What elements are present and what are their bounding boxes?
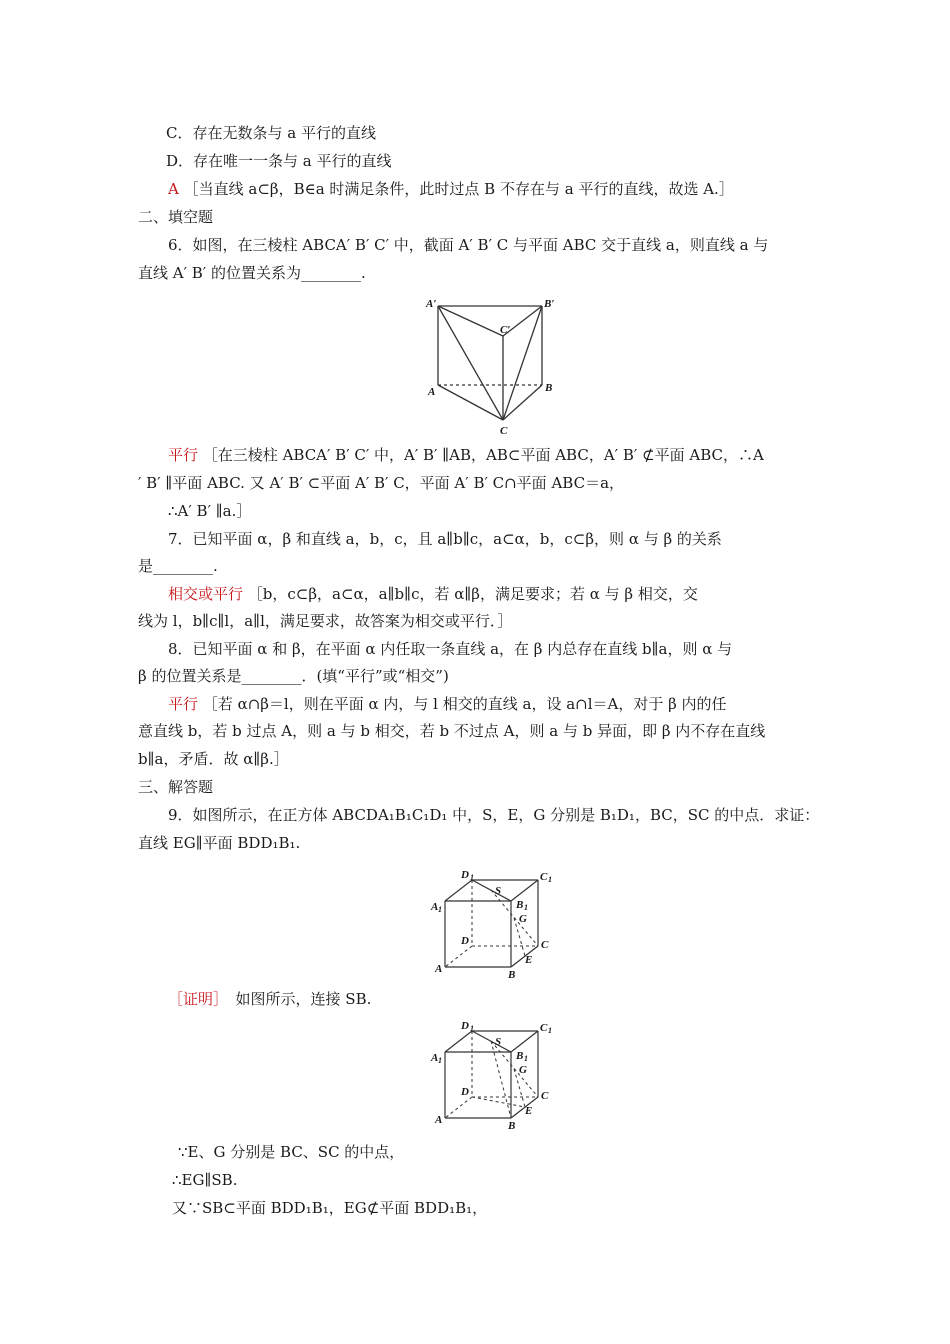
answer-8-cont: 意直线 b，若 b 过点 A，则 a 与 b 相交，若 b 不过点 A，则 a 与 b 异面，即 β 内不存在直线 <box>138 722 766 740</box>
cube2-label-a: A <box>435 1114 443 1126</box>
svg-text:1: 1 <box>548 875 552 884</box>
cube2-label-s: S <box>495 1036 502 1048</box>
cube1-label-s: S <box>495 885 502 897</box>
prism-label-c: C <box>500 425 508 437</box>
option-c: C．存在无数条与 a 平行的直线 <box>166 124 376 142</box>
svg-text:1: 1 <box>524 1054 528 1063</box>
cube2-label-d1: D <box>461 1020 469 1032</box>
cube1-label-a1: A <box>431 901 439 913</box>
cube1-label-d: D <box>461 935 469 947</box>
prism-label-b: B <box>545 382 553 394</box>
answer-8-end: b∥a，矛盾．故 α∥β.］ <box>138 750 289 768</box>
cube2-label-c: C <box>541 1090 549 1102</box>
question-8: 8．已知平面 α 和 β，在平面 α 内任取一条直线 a，在 β 内总存在直线 b∥a，则 α 与 <box>168 640 733 658</box>
cube1-label-d1: D <box>461 869 469 881</box>
cube1-label-g: G <box>519 913 527 925</box>
question-6-cont: 直线 A′ B′ 的位置关系为________. <box>138 264 366 282</box>
answer-label: 平行 <box>168 695 199 713</box>
proof-line-1: ∵E、G 分别是 BC、SC 的中点， <box>178 1143 405 1161</box>
answer-6: 平行 ［在三棱柱 ABCA′ B′ C′ 中，A′ B′ ∥AB，AB⊂平面 ABC，A′ B′ ⊄平面 ABC，∴A <box>168 446 764 464</box>
question-6: 6．如图，在三棱柱 ABCA′ B′ C′ 中，截面 A′ B′ C 与平面 ABC 交于直线 a，则直线 a 与 <box>168 236 769 254</box>
prism-label-a: A <box>428 386 436 398</box>
question-9-cont: 直线 EG∥平面 BDD₁B₁. <box>138 834 301 852</box>
section-heading-fill: 二、填空题 <box>138 208 214 226</box>
cube2-label-b: B <box>508 1120 516 1132</box>
prism-label-c1: C′ <box>500 324 511 336</box>
cube2-label-b1: B <box>516 1050 524 1062</box>
cube-figure-1 <box>425 866 560 981</box>
cube1-label-c1: C <box>540 871 548 883</box>
cube1-label-b: B <box>508 969 516 981</box>
question-7: 7．已知平面 α，β 和直线 a，b，c，且 a∥b∥c，a⊂α，b，c⊂β，则 α 与 β 的关系 <box>168 530 722 548</box>
svg-text:1: 1 <box>470 873 474 882</box>
cube2-label-c1: C <box>540 1022 548 1034</box>
proof-line-3: 又∵SB⊂平面 BDD₁B₁，EG⊄平面 BDD₁B₁， <box>172 1199 488 1217</box>
svg-text:1: 1 <box>438 1056 442 1065</box>
cube2-label-e: E <box>525 1105 533 1117</box>
answer-8: 平行 ［若 α∩β＝l，则在平面 α 内，与 l 相交的直线 a，设 a∩l＝A，对于 β 内的任 <box>168 695 727 713</box>
cube1-label-c: C <box>541 939 549 951</box>
proof-label: ［证明］ <box>168 990 221 1008</box>
question-7-cont: 是________. <box>138 557 218 575</box>
cube1-label-e: E <box>525 954 533 966</box>
cube-figure-2 <box>425 1017 560 1132</box>
prism-label-b1: B′ <box>544 298 555 310</box>
answer-6-cont: ′ B′ ∥平面 ABC. 又 A′ B′ ⊂平面 A′ B′ C，平面 A′ B′ C∩平面 ABC＝a， <box>138 474 625 492</box>
answer-6-end: ∴A′ B′ ∥a.］ <box>168 502 252 520</box>
answer-label: A <box>168 180 179 198</box>
answer-label: 相交或平行 <box>168 585 244 603</box>
svg-text:1: 1 <box>524 903 528 912</box>
section-heading-solve: 三、解答题 <box>138 778 214 796</box>
answer-7-cont: 线为 l，b∥c∥l，a∥l，满足要求，故答案为相交或平行．］ <box>138 612 513 630</box>
answer-7: 相交或平行 ［b，c⊂β，a⊂α，a∥b∥c，若 α∥β，满足要求；若 α 与 β 相交，交 <box>168 585 698 603</box>
svg-text:1: 1 <box>548 1026 552 1035</box>
cube2-label-d: D <box>461 1086 469 1098</box>
svg-text:1: 1 <box>438 905 442 914</box>
prism-figure <box>420 292 570 440</box>
question-9: 9．如图所示，在正方体 ABCDA₁B₁C₁D₁ 中，S，E，G 分别是 B₁D₁，BC，SC 的中点．求证： <box>168 806 820 824</box>
proof-line-2: ∴EG∥SB. <box>172 1171 238 1189</box>
answer-5: A ［当直线 a⊂β，B∈a 时满足条件，此时过点 B 不存在与 a 平行的直线，故选 A.］ <box>168 180 734 198</box>
answer-label: 平行 <box>168 446 199 464</box>
cube2-label-a1: A <box>431 1052 439 1064</box>
proof-start: ［证明］ 如图所示，连接 SB. <box>168 990 372 1008</box>
cube1-label-a: A <box>435 963 443 975</box>
svg-text:1: 1 <box>470 1024 474 1033</box>
cube2-label-g: G <box>519 1064 527 1076</box>
prism-label-a1: A′ <box>426 298 437 310</box>
option-d: D．存在唯一一条与 a 平行的直线 <box>166 152 392 170</box>
question-8-cont: β 的位置关系是________．(填“平行”或“相交”) <box>138 667 449 685</box>
cube1-label-b1: B <box>516 899 524 911</box>
